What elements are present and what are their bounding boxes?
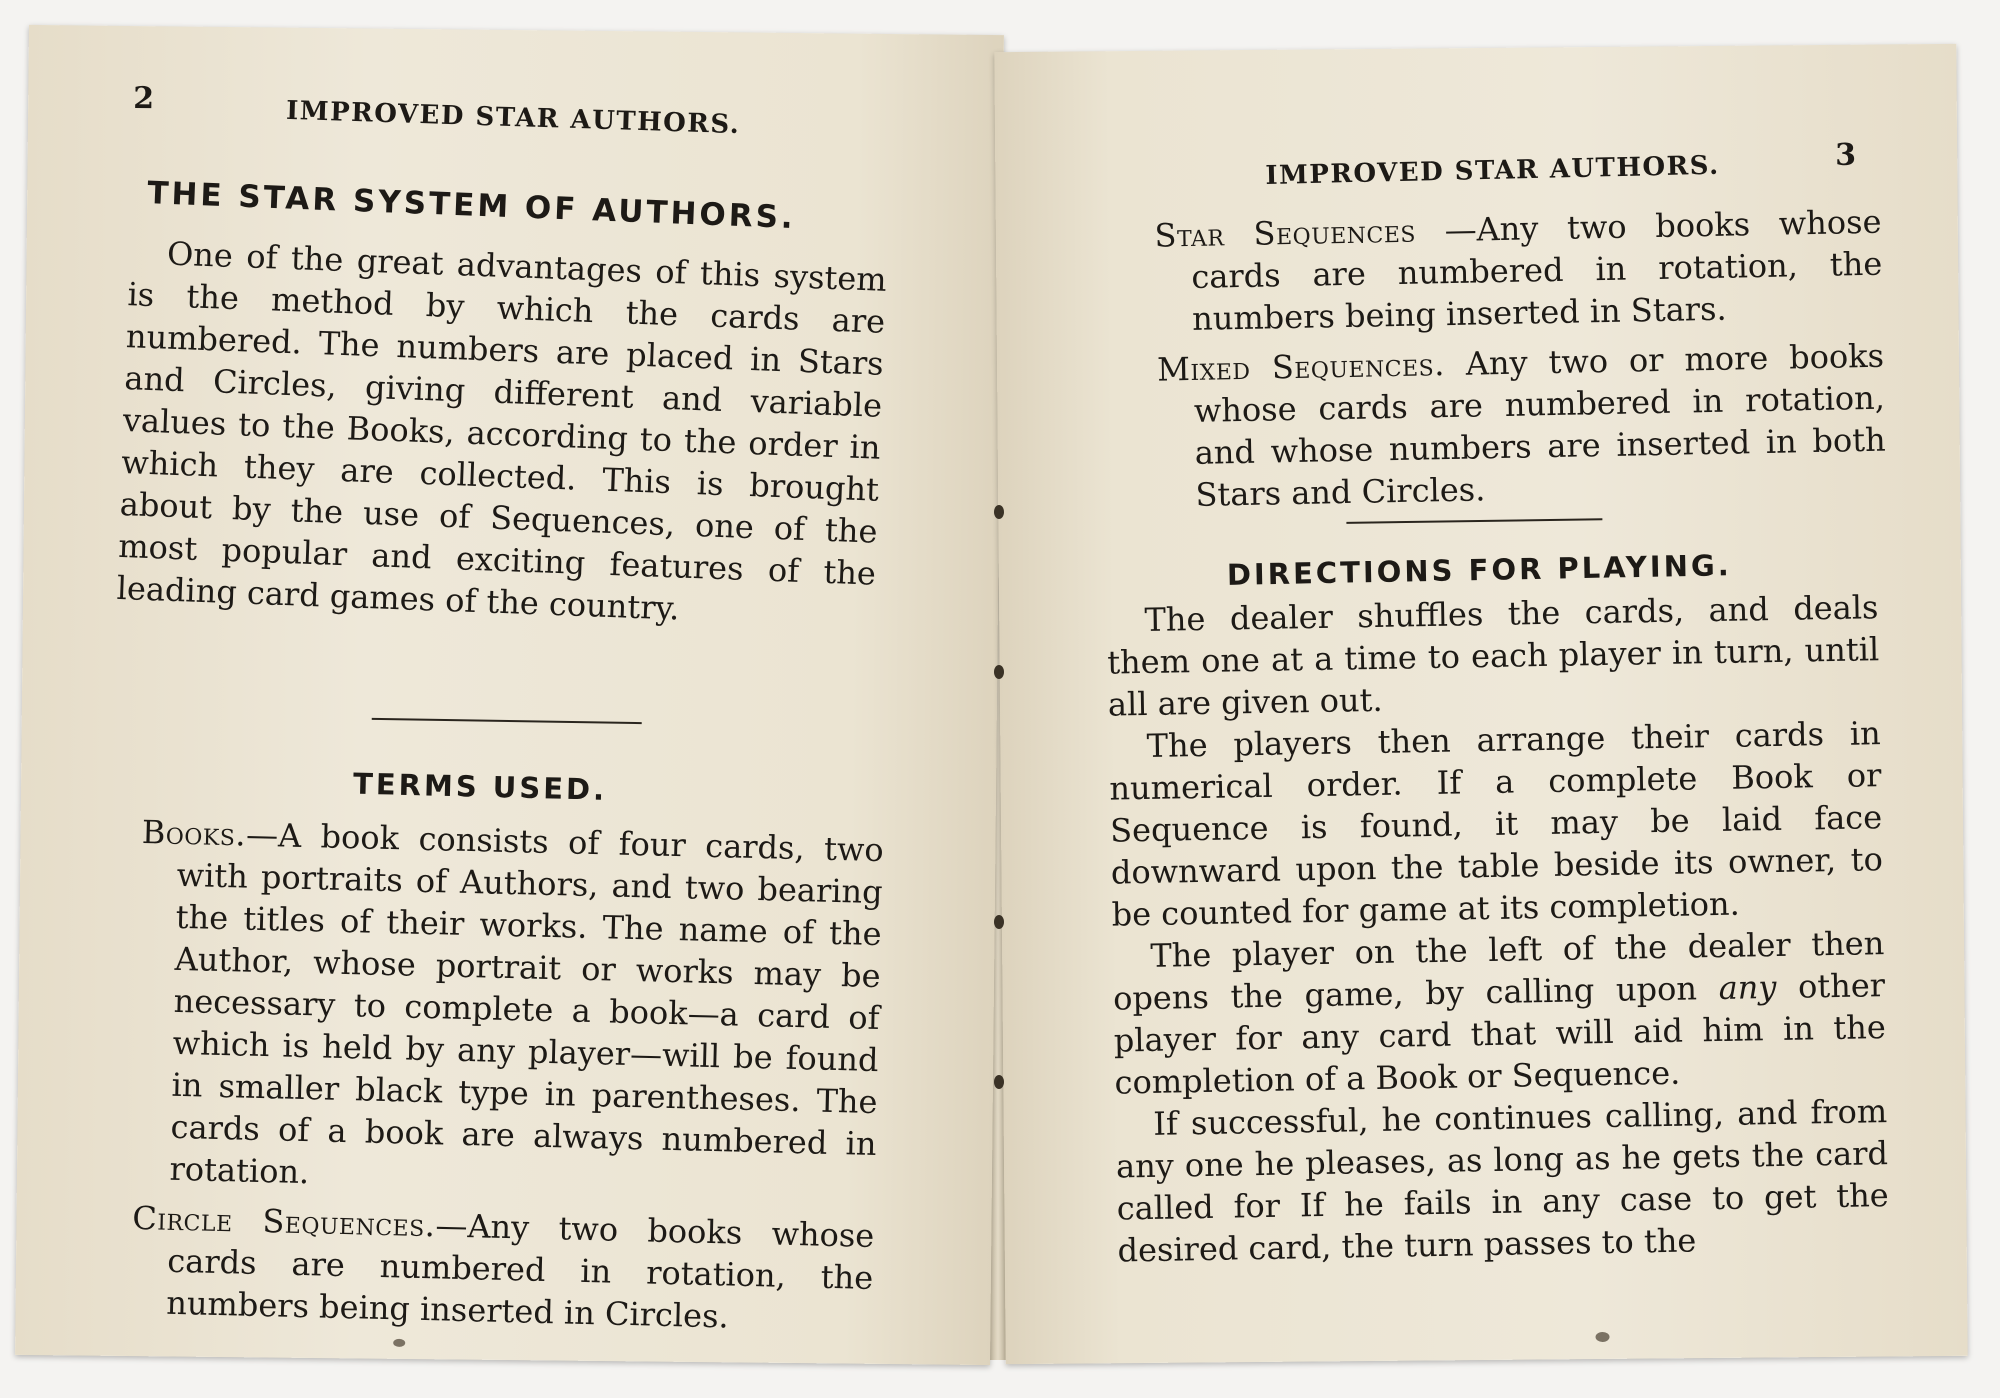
right-page <box>994 44 1967 1364</box>
sequence-terms-text <box>1154 201 1887 517</box>
running-head-left: IMPROVED STAR AUTHORS. <box>285 95 741 141</box>
term-books-entry <box>133 811 884 1207</box>
section-star-system-text <box>116 231 887 637</box>
star-system-paragraph: One of the great advantages of this system is the method by which the cards are numbered. The numbers are placed in Stars and Circles, giving different and variable values to the Books, according to the order in which they are collected. This is brought about by the use of Sequences, one of the most popular and exciting features of the leading card games of the country. <box>116 234 888 628</box>
term-star-sequences-label: Star Sequences <box>1154 211 1417 255</box>
binding-stitch <box>994 665 1004 679</box>
section-divider-right <box>1346 518 1602 524</box>
page-number-right: 3 <box>1835 137 1857 173</box>
binding-stitch <box>994 1075 1004 1089</box>
left-page <box>15 25 1004 1365</box>
section-title-star-system: THE STAR SYSTEM OF AUTHORS. <box>146 175 797 237</box>
term-circle-sequences-definition: —Any two books whose cards are numbered in rotation, the numbers being inserted in Circles. <box>165 1206 875 1336</box>
term-star-sequences-entry <box>1154 201 1883 341</box>
paragraph-3-end: other player for any card that will aid him in the completion of a Book or Sequence. <box>1113 966 1887 1102</box>
paper-blemish <box>1595 1332 1609 1342</box>
term-mixed-sequences-label: Mixed Sequences. <box>1156 345 1446 389</box>
page-number-left: 2 <box>133 81 155 117</box>
directions-paragraph-2: The players then arrange their cards in numerical order. If a complete Book or Sequence is found, it may be laid face downward upon the table beside its owner, to be counted for game at its completion. <box>1109 714 1884 934</box>
section-divider-left <box>372 718 642 724</box>
binding-stitch <box>994 505 1004 519</box>
term-circle-sequences-label: Circle Sequences. <box>131 1198 436 1245</box>
binding-stitch <box>994 915 1004 929</box>
directions-paragraph-4: If successful, he continues calling, and from any one he pleases, as long as he gets the card called for If he fails in any case to get the desired card, the turn passes to the <box>1115 1092 1890 1270</box>
term-star-sequences-definition: —Any two books whose cards are numbered in rotation, the numbers being inserted in Stars. <box>1190 202 1883 338</box>
term-circle-sequences-entry <box>130 1197 875 1341</box>
term-books-definition: —A book consists of four cards, two with portraits of Authors, and two bearing the titles of their works. The name of the Author, whose portrait or works may be necessary to complete a book—a card of which is held by any player—will be found in smaller black type in parentheses. The cards of a book are always numbered in rotation. <box>169 815 885 1192</box>
running-head-right: IMPROVED STAR AUTHORS. <box>1265 150 1720 192</box>
section-title-directions: DIRECTIONS FOR PLAYING. <box>1226 548 1733 592</box>
directions-paragraph-3 <box>1112 922 1887 1103</box>
directions-text <box>1106 586 1890 1271</box>
paragraph-3-italic: any <box>1718 968 1777 1008</box>
paper-blemish <box>393 1339 405 1347</box>
term-books-label: Books. <box>141 813 247 854</box>
terms-used-text <box>130 811 884 1341</box>
directions-paragraph-1: The dealer shuffles the cards, and deals them one at a time to each player in turn, until all are given out. <box>1106 588 1880 724</box>
term-mixed-sequences-definition: Any two or more books whose cards are numbered in rotation, and whose numbers are inserted in both Stars and Circles. <box>1193 336 1886 514</box>
section-title-terms-used: TERMS USED. <box>352 766 608 807</box>
term-mixed-sequences-entry <box>1157 335 1887 517</box>
paragraph-3-start: The player on the left of the dealer then opens the game, by calling upon <box>1112 924 1885 1018</box>
